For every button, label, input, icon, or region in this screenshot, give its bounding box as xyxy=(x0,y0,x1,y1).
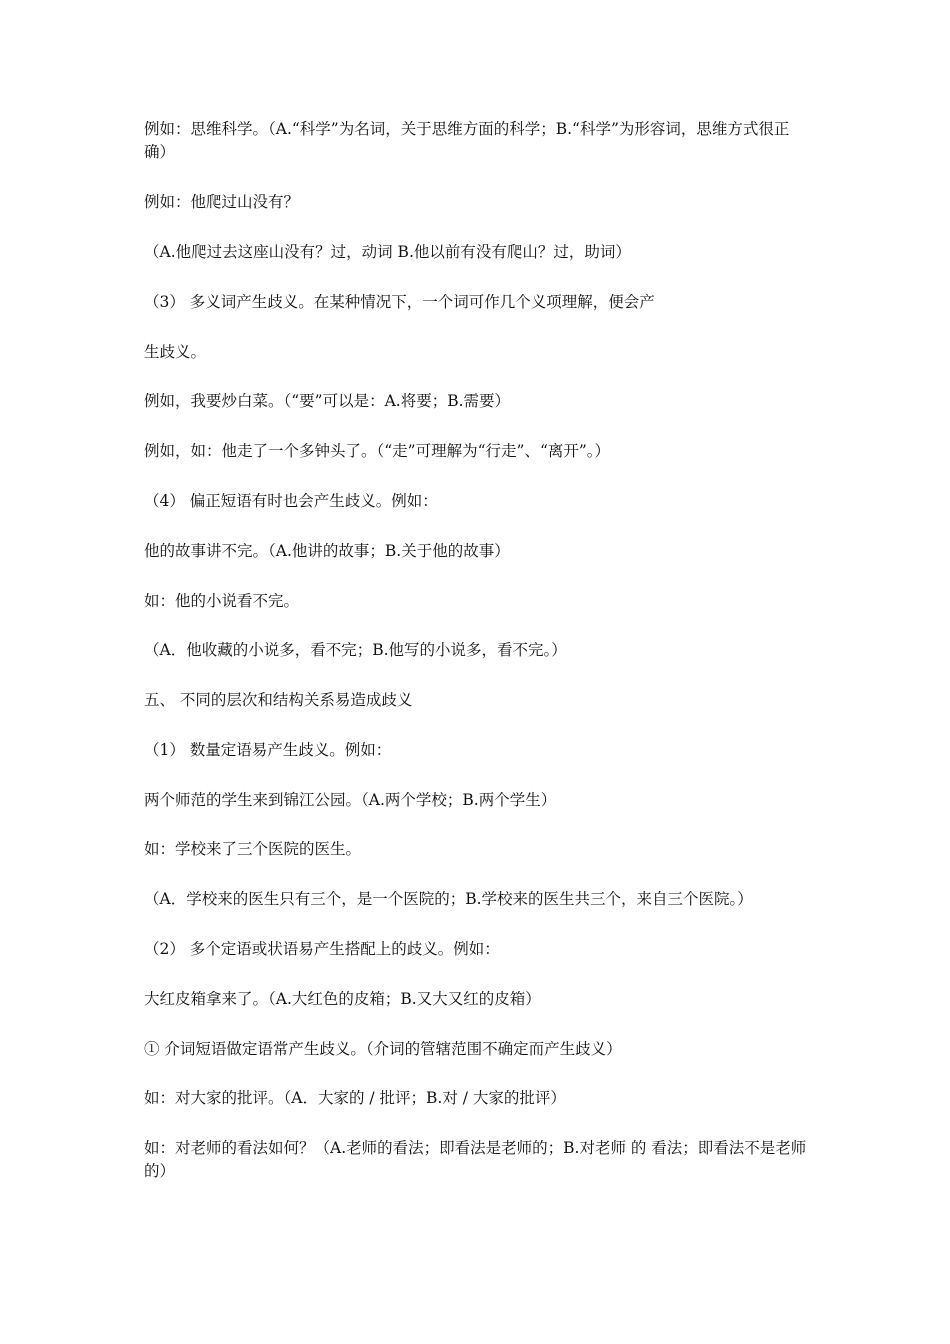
paragraph-18: 大红皮箱拿来了。（A.大红色的皮箱；B.又大又红的皮箱） xyxy=(144,990,541,1008)
paragraph-6: 例如，我要炒白菜。（“要”可以是：A.将要；B.需要） xyxy=(144,392,511,410)
paragraph-9: 他的故事讲不完。（A.他讲的故事；B.关于他的故事） xyxy=(144,542,510,560)
paragraph-20: 如：对大家的批评。（A．大家的 / 批评；B.对 / 大家的批评） xyxy=(144,1089,566,1107)
paragraph-1: 例如：思维科学。（A.“科学”为名词，关于思维方面的科学；B.“科学”为形容词，思维方式很正确） xyxy=(144,120,790,161)
paragraph-7: 例如，如：他走了一个多钟头了。（“走”可理解为“行走”、“离开”。） xyxy=(144,442,611,460)
paragraph-16: （A．学校来的医生只有三个，是一个医院的；B.学校来的医生共三个，来自三个医院。） xyxy=(144,890,753,908)
section-heading: 五、 不同的层次和结构关系易造成歧义 xyxy=(144,691,413,709)
paragraph-2: 例如：他爬过山没有？ xyxy=(144,193,300,211)
paragraph-21: 如：对老师的看法如何？（A.老师的看法；即看法是老师的；B.对老师 的 看法；即看法不是老师的） xyxy=(144,1139,807,1180)
paragraph-15: 如：学校来了三个医院的医生。 xyxy=(144,840,362,858)
paragraph-19: ① 介词短语做定语常产生歧义。（介词的管辖范围不确定而产生歧义） xyxy=(144,1040,622,1058)
paragraph-13: （1） 数量定语易产生歧义。例如： xyxy=(144,741,392,759)
paragraph-17: （2） 多个定语或状语易产生搭配上的歧义。例如： xyxy=(144,940,500,958)
paragraph-10: 如：他的小说看不完。 xyxy=(144,592,300,610)
paragraph-4: （3） 多义词产生歧义。在某种情况下，一个词可作几个义项理解，便会产 xyxy=(144,293,655,311)
paragraph-14: 两个师范的学生来到锦江公园。（A.两个学校；B.两个学生） xyxy=(144,791,557,809)
paragraph-3: （A.他爬过去这座山没有？过，动词 B.他以前有没有爬山？过，助词） xyxy=(144,243,631,261)
paragraph-5: 生歧义。 xyxy=(144,343,207,361)
paragraph-11: （A．他收藏的小说多，看不完；B.他写的小说多，看不完。） xyxy=(144,641,567,659)
paragraph-8: （4） 偏正短语有时也会产生歧义。例如： xyxy=(144,492,438,510)
